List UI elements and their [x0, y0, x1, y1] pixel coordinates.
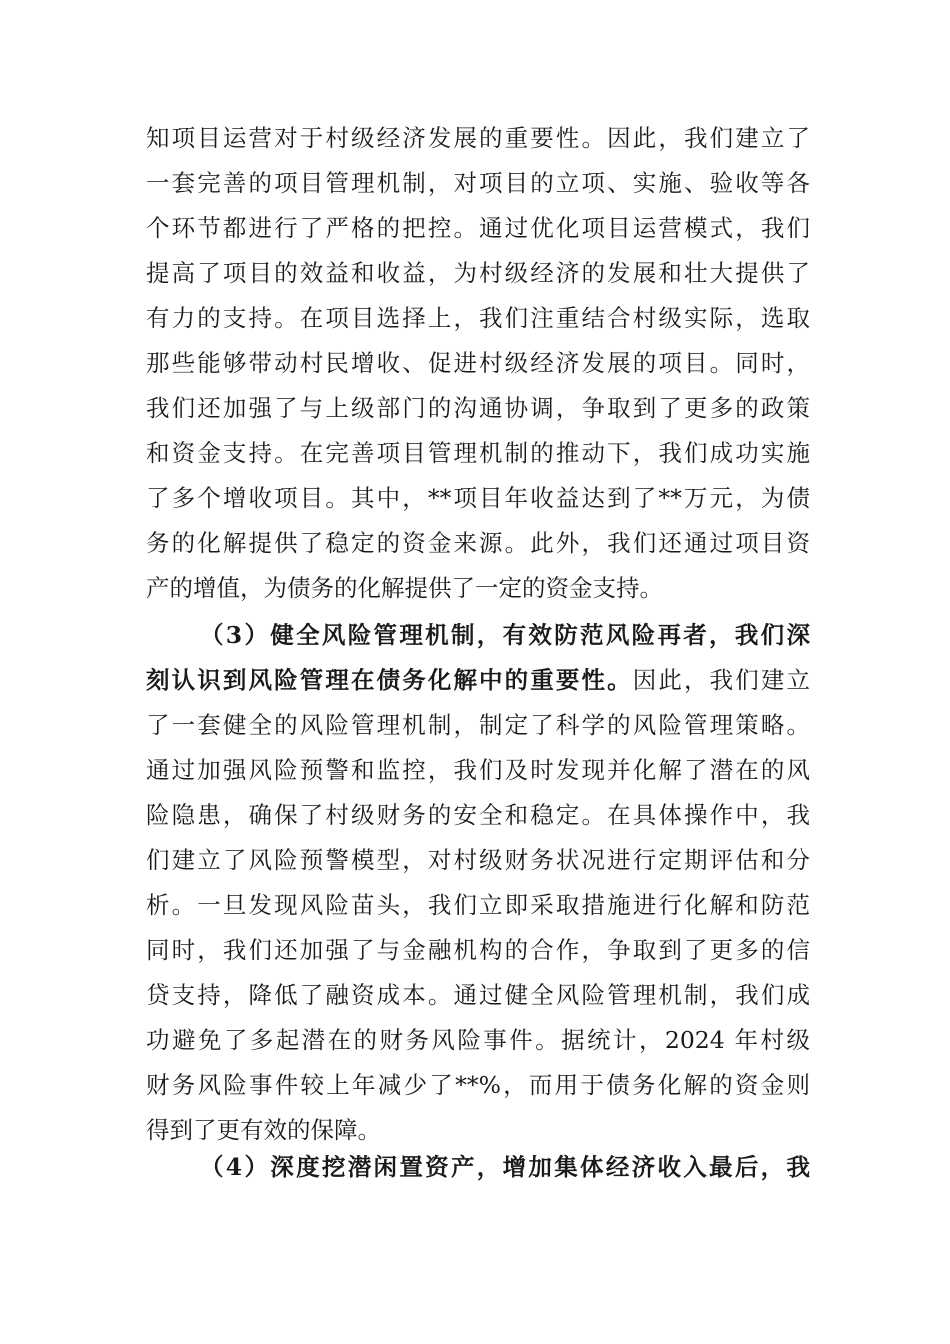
paragraph-project-management	[146, 116, 810, 611]
text-line: 析。一旦发现风险苗头，我们立即采取措施进行化解和防范	[146, 891, 810, 919]
text-line: 通过加强风险预警和监控，我们及时发现并化解了潜在的风	[146, 756, 810, 784]
text-line: 同时，我们还加强了与金融机构的合作，争取到了更多的信	[146, 936, 810, 964]
text-line: 了多个增收项目。其中，**项目年收益达到了**万元，为债	[146, 484, 810, 512]
text-line: 那些能够带动村民增收、促进村级经济发展的项目。同时，	[146, 349, 810, 377]
text-line	[146, 1145, 810, 1190]
text-line: 们建立了风险预警模型，对村级财务状况进行定期评估和分	[146, 846, 810, 874]
text-line: 有力的支持。在项目选择上，我们注重结合村级实际，选取	[146, 304, 810, 332]
text-line: 财务风险事件较上年减少了**%，而用于债务化解的资金则	[146, 1071, 810, 1099]
text-line: 产的增值，为债务的化解提供了一定的资金支持。	[146, 574, 663, 602]
text-line: 贷支持，降低了融资成本。通过健全风险管理机制，我们成	[146, 981, 810, 1009]
section-heading-3: （3）健全风险管理机制，有效防范风险再者，我们深	[200, 621, 810, 649]
text-segment: 因此，我们建立	[632, 666, 811, 694]
text-line: 和资金支持。在完善项目管理机制的推动下，我们成功实施	[146, 439, 810, 467]
section-heading-3-continued: 刻认识到风险管理在债务化解中的重要性。	[146, 666, 633, 694]
text-line: 一套完善的项目管理机制，对项目的立项、实施、验收等各	[146, 169, 810, 197]
section-heading-4: （4）深度挖潜闲置资产，增加集体经济收入最后，我	[200, 1153, 810, 1181]
text-line: 险隐患，确保了村级财务的安全和稳定。在具体操作中，我	[146, 801, 810, 829]
text-line: 得到了更有效的保障。	[146, 1116, 381, 1144]
text-line: 提高了项目的效益和收益，为村级经济的发展和壮大提供了	[146, 259, 810, 287]
text-line: 功避免了多起潜在的财务风险事件。据统计，2024 年村级	[146, 1026, 810, 1054]
text-line: 个环节都进行了严格的把控。通过优化项目运营模式，我们	[146, 214, 810, 242]
paragraph-risk-management	[146, 613, 810, 1153]
text-line: 我们还加强了与上级部门的沟通协调，争取到了更多的政策	[146, 394, 810, 422]
text-line: 了一套健全的风险管理机制，制定了科学的风险管理策略。	[146, 711, 810, 739]
paragraph-idle-assets	[146, 1145, 810, 1190]
text-line: 务的化解提供了稳定的资金来源。此外，我们还通过项目资	[146, 529, 810, 557]
text-line	[146, 658, 810, 703]
text-line: 知项目运营对于村级经济发展的重要性。因此，我们建立了	[146, 124, 810, 152]
